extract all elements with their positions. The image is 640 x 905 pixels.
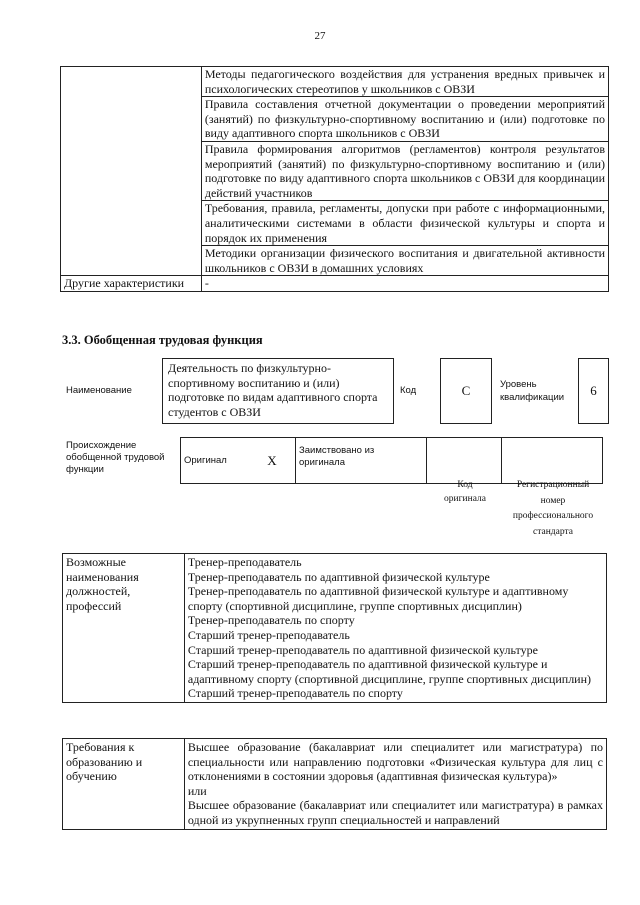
table-cell: Правила формирования алгоритмов (регламентов) контроля результатов мероприятий (занятий) по физкультурно-спортивному воспитанию и (или) подготовке по виду адаптивного спорта школьников с ОВЗИ для координации действий участников bbox=[201, 141, 608, 200]
qualification-label-line: Уровень bbox=[500, 379, 537, 390]
registration-number-cell bbox=[502, 438, 603, 484]
list-item: Тренер-преподаватель по адаптивной физической культуре и адаптивному спорту (спортивной дисциплине, группе спортивных дисциплин) bbox=[187, 584, 569, 613]
other-characteristics-value: - bbox=[201, 276, 608, 292]
list-item: Тренер-преподаватель по спорту bbox=[187, 613, 355, 628]
positions-table bbox=[62, 553, 607, 703]
list-item: или bbox=[187, 783, 207, 798]
positions-list bbox=[184, 554, 606, 703]
origin-label-line: Происхождение bbox=[66, 440, 137, 451]
education-table bbox=[62, 738, 607, 830]
table-cell: Методики организации физического воспитания и двигательной активности школьников с ОВЗИ в домашних условиях bbox=[201, 246, 608, 276]
list-item: Старший тренер-преподаватель по адаптивной физической культуре и адаптивному спорту (спортивной дисциплине, группе спортивных дисциплин) bbox=[187, 657, 592, 686]
function-name-box: Деятельность по физкультурно-спортивному воспитанию и (или) подготовке по видам адаптивного спорта студентов с ОВЗИ bbox=[162, 358, 394, 424]
label-line: должностей, bbox=[66, 584, 131, 599]
caption-line: номер bbox=[540, 495, 566, 506]
borrowed-label-line: оригинала bbox=[299, 457, 346, 468]
caption-line: Регистрационный bbox=[516, 480, 590, 490]
qualification-label-line: квалификации bbox=[500, 392, 565, 403]
borrowed-label-line: Заимствовано из bbox=[299, 445, 375, 456]
origin-code-caption bbox=[430, 478, 500, 506]
original-mark: X bbox=[249, 438, 296, 484]
label-line: обучению bbox=[66, 769, 117, 784]
knowledge-table bbox=[60, 66, 609, 292]
list-item: Высшее образование (бакалавриат или специалитет или магистратура) в рамках одной из укрупненных групп специальностей и направлений bbox=[187, 798, 603, 827]
other-characteristics-label: Другие характеристики bbox=[61, 276, 202, 292]
table-cell: Правила составления отчетной документации о проведении мероприятий (занятий) по физкультурно-спортивному воспитанию и (или) подготовке по виду адаптивного спорта школьников с ОВЗИ bbox=[201, 97, 608, 142]
table-row bbox=[61, 67, 609, 97]
list-item: Старший тренер-преподаватель по адаптивной физической культуре bbox=[187, 642, 538, 657]
origin-label-line: функции bbox=[66, 464, 104, 475]
origin-label-line: обобщенной трудовой bbox=[66, 452, 165, 463]
label-line: Требования к bbox=[66, 740, 135, 754]
label-line: наименования bbox=[66, 569, 139, 584]
table-cell: Методы педагогического воздействия для устранения вредных привычек и психологических стереотипов у школьников с ОВЗИ bbox=[201, 67, 608, 97]
registration-number-caption bbox=[500, 478, 606, 540]
qualification-level-label bbox=[500, 378, 564, 404]
code-value-box: C bbox=[440, 358, 492, 424]
name-label: Наименование bbox=[66, 385, 132, 396]
education-list bbox=[184, 739, 606, 830]
list-item: Тренер-преподаватель bbox=[187, 555, 302, 569]
label-line: Возможные bbox=[66, 555, 126, 569]
positions-label bbox=[63, 554, 185, 703]
education-label bbox=[63, 739, 185, 830]
caption-line: оригинала bbox=[444, 494, 486, 504]
list-item: Высшее образование (бакалавриат или специалитет или магистратура) по специальности или направлению подготовки «Физическая культура для лиц с отклонениями в состоянии здоровья (адаптивная физическая культура)» bbox=[187, 740, 603, 784]
origin-code-cell bbox=[427, 438, 502, 484]
table-row bbox=[63, 739, 607, 830]
list-item: Тренер-преподаватель по адаптивной физической культуре bbox=[187, 569, 490, 584]
label-line: профессий bbox=[66, 598, 122, 613]
caption-line: профессионального bbox=[512, 511, 594, 521]
qualification-level-box: 6 bbox=[578, 358, 609, 424]
table-row bbox=[181, 438, 603, 484]
origin-table bbox=[180, 437, 603, 484]
caption-line: стандарта bbox=[533, 526, 573, 537]
code-label: Код bbox=[400, 385, 417, 396]
list-item: Старший тренер-преподаватель по спорту bbox=[187, 686, 403, 701]
label-line: образованию и bbox=[66, 754, 143, 769]
table-row bbox=[63, 554, 607, 703]
list-item: Старший тренер-преподаватель bbox=[187, 627, 350, 642]
original-label: Оригинал bbox=[181, 438, 250, 484]
empty-label-cell bbox=[61, 67, 202, 276]
origin-label bbox=[66, 440, 164, 476]
section-heading: 3.3. Обобщенная трудовая функция bbox=[62, 333, 263, 347]
page-number: 27 bbox=[314, 30, 326, 42]
caption-line: Код bbox=[457, 480, 473, 490]
table-row bbox=[61, 276, 609, 292]
table-cell: Требования, правила, регламенты, допуски при работе с информационными, аналитическими системами в области физической культуры и спорта и порядок их применения bbox=[201, 201, 608, 246]
borrowed-cell bbox=[296, 438, 427, 484]
